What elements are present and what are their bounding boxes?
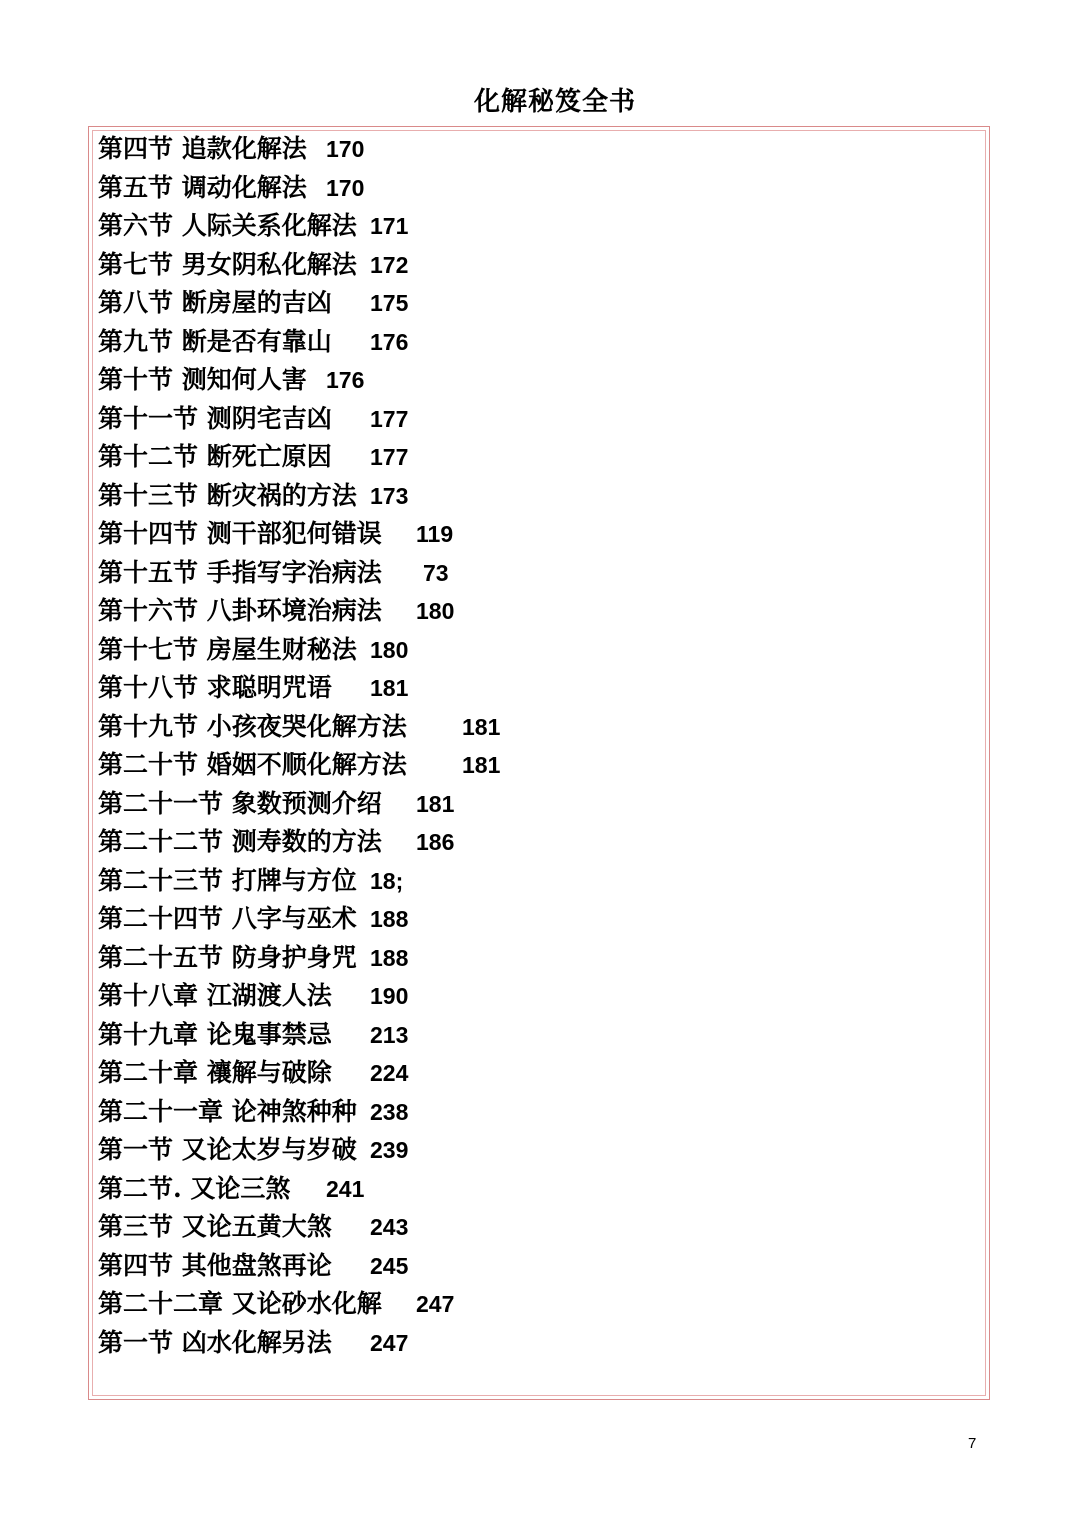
page-number: 7: [968, 1435, 977, 1452]
toc-entry-title: 第九节 断是否有靠山: [98, 326, 332, 356]
toc-entry-title: 第三节 又论五黄大煞: [98, 1212, 332, 1241]
toc-entry-title: 第二十二章 又论砂水化解: [98, 1289, 382, 1318]
toc-entry-page: 188: [370, 906, 409, 932]
toc-entry: [98, 169, 698, 208]
toc-entry-page: 224: [370, 1060, 409, 1086]
toc-entry-title: 第二十章 禳解与破除: [98, 1058, 332, 1087]
toc-entry-page: 186: [416, 829, 455, 855]
toc-entry: [98, 977, 698, 1016]
toc-entry-page: 181: [370, 675, 409, 701]
page-title: 化解秘笈全书: [473, 87, 636, 117]
toc-entry: [98, 246, 698, 285]
toc-entry-page: 176: [326, 367, 365, 393]
toc-entry-page: 238: [370, 1098, 409, 1125]
toc-entry: [98, 823, 698, 862]
toc-entry-title: 第二十四节 八字与巫术: [98, 904, 357, 933]
toc-entry-title: 第十九节 小孩夜哭化解方法: [98, 711, 407, 741]
toc-entry-page: 170: [326, 174, 365, 201]
toc-entry-title: 第六节 人际关系化解法: [98, 211, 357, 240]
table-of-contents: [98, 130, 698, 1362]
toc-entry: [98, 1285, 698, 1324]
toc-entry-title: 第四节 其他盘煞再论: [98, 1250, 332, 1280]
toc-entry-page: 181: [462, 752, 501, 778]
toc-entry-title: 第十一节 测阴宅吉凶: [98, 403, 332, 433]
toc-entry: [98, 554, 698, 593]
toc-entry-page: 239: [370, 1137, 409, 1163]
toc-entry: [98, 438, 698, 477]
toc-entry-title: 第五节 调动化解法: [98, 172, 307, 202]
toc-entry-title: 第十六节 八卦环境治病法: [98, 596, 382, 625]
toc-entry-title: 第八节 断房屋的吉凶: [98, 288, 332, 317]
toc-entry-title: 第二十一节 象数预测介绍: [98, 788, 382, 818]
toc-entry-title: 第十四节 测干部犯何错误: [98, 519, 382, 548]
toc-entry: [98, 1208, 698, 1247]
toc-entry: [98, 1093, 698, 1132]
toc-entry-title: 第二十三节 打牌与方位: [98, 865, 357, 895]
toc-entry-title: 第二十二节 测寿数的方法: [98, 827, 382, 856]
toc-entry-title: 第十五节 手指写字治病法: [98, 557, 382, 587]
toc-entry-page: 175: [370, 290, 409, 316]
toc-entry: [98, 207, 698, 246]
toc-entry-page: 243: [370, 1214, 409, 1240]
toc-entry: [98, 1016, 698, 1055]
toc-entry-page: 190: [370, 983, 409, 1009]
toc-entry: [98, 323, 698, 362]
toc-entry: [98, 515, 698, 554]
toc-entry-page: 245: [370, 1252, 409, 1279]
toc-entry-page: 73: [423, 559, 449, 586]
toc-entry: [98, 1247, 698, 1286]
toc-entry-title: 第十三节 断灾祸的方法: [98, 480, 357, 510]
toc-entry-page: 241: [326, 1175, 365, 1202]
toc-entry-page: 180: [370, 636, 409, 663]
toc-entry-page: 181: [416, 790, 455, 817]
toc-entry-title: 第二十五节 防身护身咒: [98, 942, 357, 972]
toc-entry: [98, 477, 698, 516]
toc-entry-title: 第四节 追款化解法: [98, 134, 307, 163]
toc-entry: [98, 130, 698, 169]
toc-entry-page: 180: [416, 598, 455, 624]
toc-entry-page: 176: [370, 328, 409, 355]
toc-entry: [98, 746, 698, 785]
toc-entry-title: 第十节 测知何人害: [98, 365, 307, 394]
toc-entry: [98, 631, 698, 670]
toc-entry-page: 177: [370, 444, 409, 470]
toc-entry: [98, 1324, 698, 1363]
toc-entry: [98, 1131, 698, 1170]
toc-entry-page: 247: [370, 1329, 409, 1356]
toc-entry-title: 第二十一章 论神煞种种: [98, 1096, 357, 1126]
toc-entry: [98, 862, 698, 901]
toc-entry: [98, 400, 698, 439]
toc-entry-page: 173: [370, 482, 409, 509]
toc-entry-page: 213: [370, 1021, 409, 1048]
toc-entry-title: 第一节 又论太岁与岁破: [98, 1135, 357, 1164]
toc-entry: [98, 785, 698, 824]
toc-entry-title: 第一节 凶水化解另法: [98, 1327, 332, 1357]
toc-entry: [98, 1054, 698, 1093]
toc-entry-page: 119: [416, 521, 454, 547]
toc-entry: [98, 900, 698, 939]
toc-entry-page: 177: [370, 405, 409, 432]
toc-entry: [98, 1170, 698, 1209]
toc-entry-page: 172: [370, 251, 409, 278]
toc-entry-title: 第十七节 房屋生财秘法: [98, 634, 357, 664]
toc-entry-title: 第十九章 论鬼事禁忌: [98, 1019, 332, 1049]
toc-entry-page: 181: [462, 713, 501, 740]
toc-entry-title: 第十二节 断死亡原因: [98, 442, 332, 471]
toc-entry-page: 247: [416, 1291, 455, 1317]
toc-entry: [98, 708, 698, 747]
toc-entry: [98, 939, 698, 978]
toc-entry: [98, 592, 698, 631]
toc-entry: [98, 361, 698, 400]
toc-entry-title: 第二十节 婚姻不顺化解方法: [98, 750, 407, 779]
toc-entry-title: 第七节 男女阴私化解法: [98, 249, 357, 279]
toc-entry: [98, 669, 698, 708]
toc-entry-page: 18;: [370, 867, 404, 894]
toc-entry-title: 第十八节 求聪明咒语: [98, 673, 332, 702]
toc-entry-title: 第二节. 又论三煞: [98, 1173, 291, 1203]
toc-entry: [98, 284, 698, 323]
toc-entry-page: 170: [326, 136, 365, 162]
toc-entry-page: 171: [370, 213, 409, 239]
toc-entry-page: 188: [370, 944, 409, 971]
toc-entry-title: 第十八章 江湖渡人法: [98, 981, 332, 1010]
